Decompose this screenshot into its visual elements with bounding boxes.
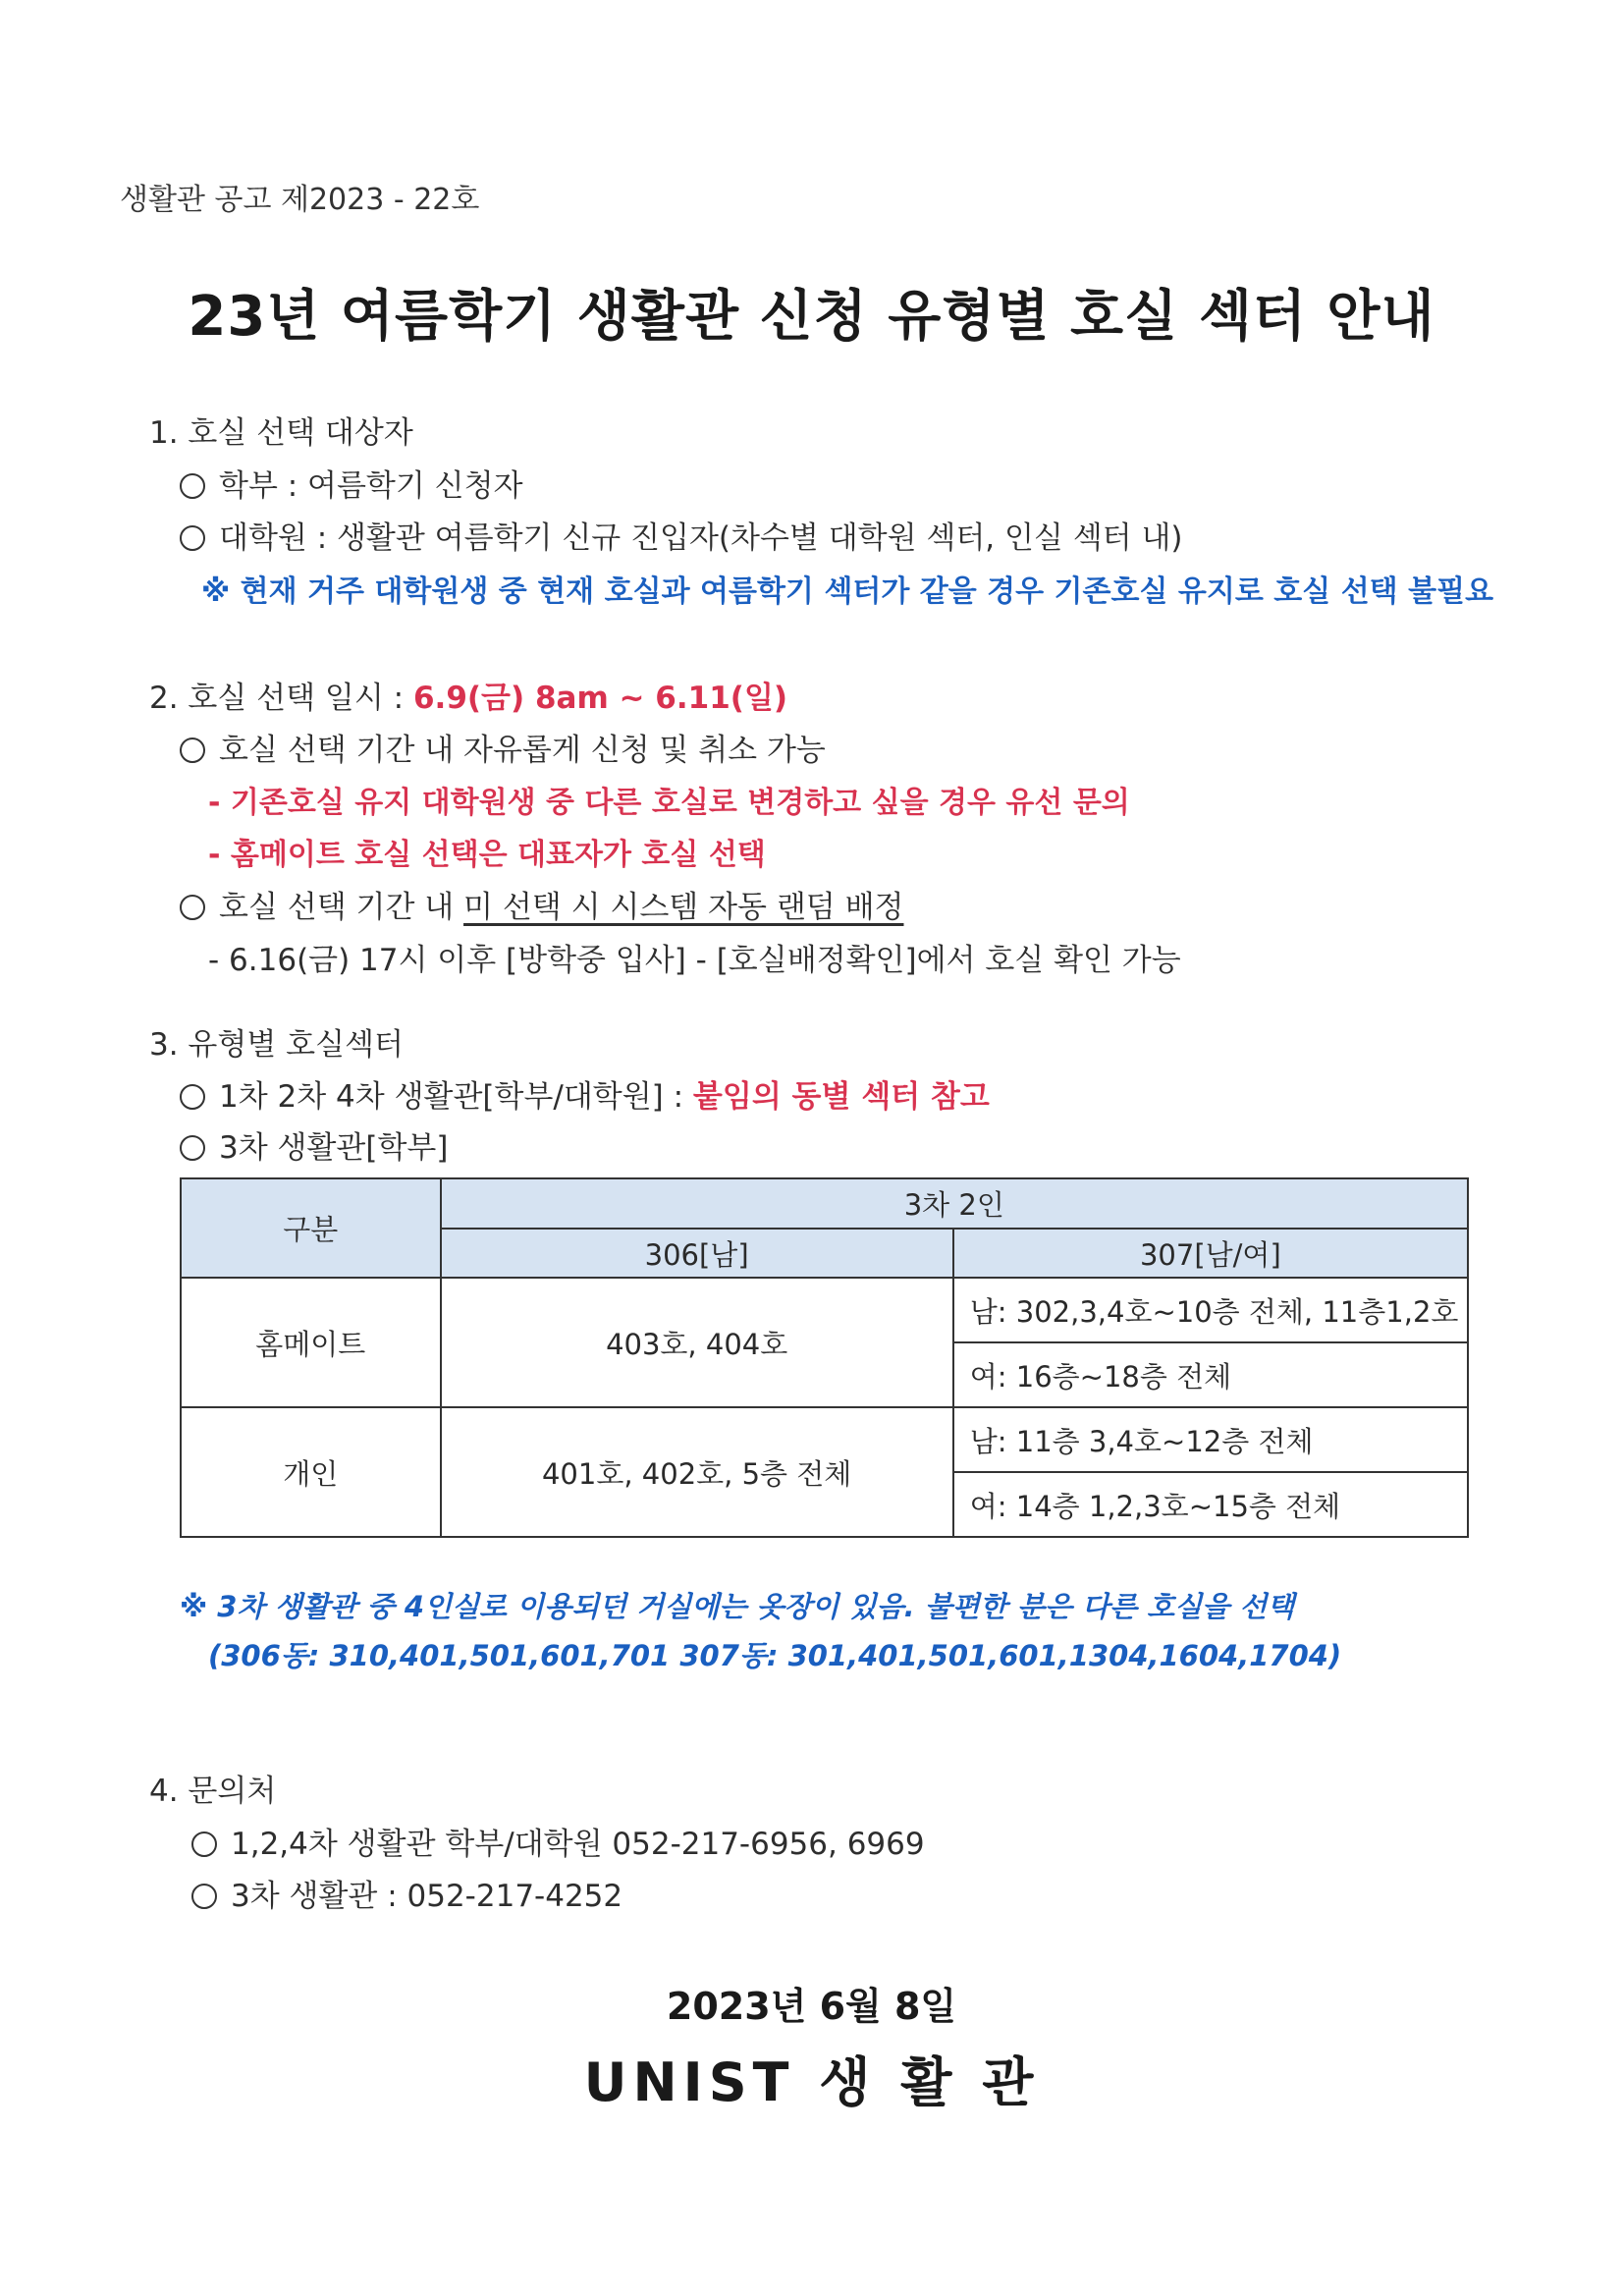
table-sub-header-307: 307[남/여] bbox=[953, 1229, 1468, 1278]
organization-name: UNIST 생 활 관 bbox=[583, 2051, 1040, 2113]
section2-sub2: - 홈메이트 호실 선택은 대표자가 호실 선택 bbox=[208, 838, 766, 872]
circle-bullet-icon bbox=[180, 473, 205, 499]
table-sub-header-306: 306[남] bbox=[441, 1229, 953, 1278]
section2-item2-prefix: 호실 선택 기간 내 bbox=[219, 890, 464, 925]
table-note-line1: ※ 3차 생활관 중 4인실로 이용되던 거실에는 옷장이 있음. 불편한 분은 다른 호실을 선택 bbox=[180, 1590, 1295, 1623]
notice-number: 생활관 공고 제2023 - 22호 bbox=[120, 183, 480, 217]
section3-item1-red: 붙임의 동별 섹터 참고 bbox=[692, 1079, 990, 1115]
room-sector-table bbox=[180, 1177, 1469, 1538]
section3-item1-prefix: 1차 2차 4차 생활관[학부/대학원] : bbox=[219, 1079, 693, 1115]
section2-item1-text: 호실 선택 기간 내 자유롭게 신청 및 취소 가능 bbox=[219, 733, 826, 768]
section1-note: ※ 현재 거주 대학원생 중 현재 호실과 여름학기 섹터가 같을 경우 기존호실 유지로 호실 선택 불필요 bbox=[201, 574, 1494, 609]
table-group-header: 3차 2인 bbox=[441, 1178, 1468, 1229]
section2-item1 bbox=[180, 725, 826, 769]
section4-item1-text: 1,2,4차 생활관 학부/대학원 052-217-6956, 6969 bbox=[231, 1827, 925, 1862]
section1-heading: 1. 호실 선택 대상자 bbox=[149, 415, 413, 451]
section2-item2-underlined: 미 선택 시 시스템 자동 랜덤 배정 bbox=[463, 890, 904, 925]
table-row-label-homemate: 홈메이트 bbox=[181, 1278, 441, 1407]
section3-item2-text: 3차 생활관[학부] bbox=[219, 1130, 449, 1166]
section2-heading-text: 2. 호실 선택 일시 : bbox=[149, 681, 413, 716]
table-row-label-individual: 개인 bbox=[181, 1407, 441, 1537]
table-cell-homemate-306: 403호, 404호 bbox=[441, 1278, 953, 1407]
section3-heading: 3. 유형별 호실섹터 bbox=[149, 1027, 404, 1063]
section2-item2 bbox=[180, 882, 903, 926]
section4-heading: 4. 문의처 bbox=[149, 1774, 277, 1809]
section2-sub3: - 6.16(금) 17시 이후 [방학중 입사] - [호실배정확인]에서 호실 확인 가능 bbox=[208, 943, 1181, 978]
page-title: 23년 여름학기 생활관 신청 유형별 호실 섹터 안내 bbox=[188, 285, 1435, 349]
table-cell-individual-306: 401호, 402호, 5층 전체 bbox=[441, 1407, 953, 1537]
section3-item2 bbox=[180, 1122, 448, 1167]
section1-item1 bbox=[180, 461, 523, 505]
section4-item2-text: 3차 생활관 : 052-217-4252 bbox=[231, 1879, 623, 1914]
section1-item2-text: 대학원 : 생활관 여름학기 신규 진입자(차수별 대학원 섹터, 인실 섹터 내) bbox=[219, 520, 1183, 556]
circle-bullet-icon bbox=[180, 1084, 205, 1110]
selection-period: 6.9(금) 8am ~ 6.11(일) bbox=[412, 681, 788, 716]
issue-date: 2023년 6월 8일 bbox=[666, 1985, 957, 2028]
table-cell-homemate-307-male: 남: 302,3,4호~10층 전체, 11층1,2호 bbox=[953, 1278, 1468, 1342]
table-note-line2: (306동: 310,401,501,601,701 307동: 301,401,501,601,1304,1604,1704) bbox=[208, 1639, 1342, 1672]
circle-bullet-icon bbox=[180, 525, 205, 551]
section3-item1 bbox=[180, 1071, 990, 1116]
table-col-header: 구분 bbox=[181, 1178, 441, 1278]
circle-bullet-icon bbox=[180, 1135, 205, 1161]
circle-bullet-icon bbox=[180, 738, 205, 763]
circle-bullet-icon bbox=[191, 1884, 217, 1909]
section1-item2 bbox=[180, 513, 1183, 557]
section2-sub1: - 기존호실 유지 대학원생 중 다른 호실로 변경하고 싶을 경우 유선 문의 bbox=[208, 786, 1130, 820]
table-cell-individual-307-male: 남: 11층 3,4호~12층 전체 bbox=[953, 1407, 1468, 1472]
section1-item1-text: 학부 : 여름학기 신청자 bbox=[219, 468, 523, 504]
circle-bullet-icon bbox=[180, 895, 205, 920]
table-cell-homemate-307-female: 여: 16층~18층 전체 bbox=[953, 1342, 1468, 1407]
table-cell-individual-307-female: 여: 14층 1,2,3호~15층 전체 bbox=[953, 1472, 1468, 1537]
section4-item2 bbox=[191, 1871, 622, 1915]
section4-item1 bbox=[191, 1819, 925, 1863]
section2-heading bbox=[149, 673, 787, 717]
circle-bullet-icon bbox=[191, 1831, 217, 1857]
